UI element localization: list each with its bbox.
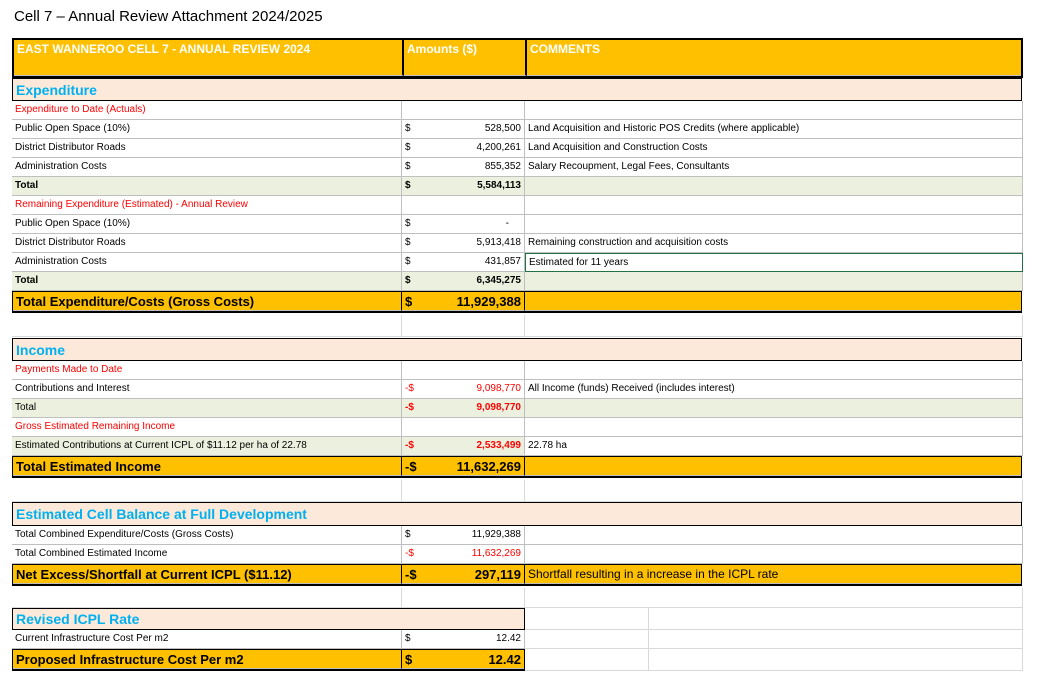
- table-row: Administration Costs $ 855,352 Salary Recoupment, Legal Fees, Consultants: [12, 158, 1023, 177]
- row-value: 5,584,113: [477, 180, 521, 191]
- review-table: [12, 38, 1022, 678]
- balance-heading: Estimated Cell Balance at Full Development: [16, 506, 307, 522]
- row-value: 2,533,499: [476, 440, 521, 451]
- table-row: Current Infrastructure Cost Per m2 $ 12.42: [12, 630, 1023, 649]
- row-comment: Land Acquisition and Historic POS Credits (where applicable): [525, 120, 1023, 139]
- row-comment: Salary Recoupment, Legal Fees, Consultants: [525, 158, 1023, 177]
- row-value: 11,929,388: [471, 529, 521, 540]
- actuals-label-row: [12, 101, 1023, 120]
- row-value: 9,098,770: [476, 402, 521, 413]
- row-comment: [525, 215, 1023, 234]
- row-label: Public Open Space (10%): [12, 215, 402, 234]
- selected-cell[interactable]: Estimated for 11 years: [525, 253, 1023, 272]
- row-label: Total: [12, 399, 402, 418]
- row-label: Total Combined Expenditure/Costs (Gross Costs): [12, 526, 402, 545]
- table-row: Public Open Space (10%) $ -: [12, 215, 1023, 234]
- icpl-heading-row: [12, 608, 525, 630]
- net-row: Net Excess/Shortfall at Current ICPL ($11.12) -$ 297,119 Shortfall resulting in a increase in the ICPL rate: [12, 564, 1022, 586]
- row-label: District Distributor Roads: [12, 139, 402, 158]
- balance-heading-row: [12, 502, 1022, 526]
- row-value: 5,913,418: [476, 237, 521, 248]
- table-row: Total Combined Estimated Income -$ 11,632,269: [12, 545, 1023, 564]
- actual-total-row: Total $ 5,584,113: [12, 177, 1023, 196]
- proposed-row: Proposed Infrastructure Cost Per m2 $ 12.42: [12, 649, 525, 671]
- payments-label-row: [12, 361, 1023, 380]
- payments-label: Payments Made to Date: [12, 361, 402, 380]
- header-row: [12, 38, 1023, 78]
- expenditure-heading-row: [12, 78, 1022, 101]
- income-heading: Income: [16, 341, 66, 358]
- table-row: Total Combined Expenditure/Costs (Gross Costs) $ 11,929,388: [12, 526, 1023, 545]
- row-value: 12.42: [495, 633, 521, 644]
- row-label: District Distributor Roads: [12, 234, 402, 253]
- expenditure-heading: Expenditure: [16, 81, 97, 98]
- table-row: District Distributor Roads $ 5,913,418 Remaining construction and acquisition costs: [12, 234, 1023, 253]
- spacer-row: [12, 315, 1023, 337]
- row-value: 12.42: [488, 651, 521, 667]
- row-label: Net Excess/Shortfall at Current ICPL ($11.12): [13, 565, 402, 584]
- row-value: 11,632,269: [456, 458, 521, 474]
- gross-label-row: [12, 418, 1023, 437]
- row-label: Total: [12, 272, 402, 291]
- row-value: 4,200,261: [476, 142, 521, 153]
- row-label: Estimated Contributions at Current ICPL of $11.12 per ha of 22.78: [12, 437, 402, 456]
- gross-label: Gross Estimated Remaining Income: [12, 418, 402, 437]
- spacer-row: [12, 588, 1023, 608]
- row-value: -: [505, 218, 509, 229]
- spacer-row: [12, 480, 1023, 502]
- table-row: Contributions and Interest -$ 9,098,770 All Income (funds) Received (includes interest): [12, 380, 1023, 399]
- remaining-total-row: Total $ 6,345,275: [12, 272, 1023, 291]
- header-comments: COMMENTS: [527, 40, 1021, 76]
- row-label: Administration Costs: [12, 253, 402, 272]
- header-title: EAST WANNEROO CELL 7 - ANNUAL REVIEW 2024: [14, 40, 404, 76]
- page-title: Cell 7 – Annual Review Attachment 2024/2025: [14, 8, 323, 25]
- row-value: 431,857: [484, 256, 521, 267]
- row-value: 297,119: [474, 566, 521, 582]
- row-label: Current Infrastructure Cost Per m2: [12, 630, 402, 649]
- table-row: District Distributor Roads $ 4,200,261 Land Acquisition and Construction Costs: [12, 139, 1023, 158]
- table-row: Administration Costs $ 431,857 Estimated for 11 years: [12, 253, 1023, 272]
- row-label: Public Open Space (10%): [12, 120, 402, 139]
- income-heading-row: [12, 338, 1022, 361]
- row-comment: Shortfall resulting in a increase in the ICPL rate: [525, 565, 1021, 584]
- expenditure-grand-total-row: Total Expenditure/Costs (Gross Costs) $ 11,929,388: [12, 291, 1022, 313]
- row-label: Proposed Infrastructure Cost Per m2: [13, 650, 402, 669]
- table-row: Public Open Space (10%) $ 528,500 Land Acquisition and Historic POS Credits (where applicable): [12, 120, 1023, 139]
- table-row: Estimated Contributions at Current ICPL of $11.12 per ha of 22.78 -$ 2,533,499 22.78 ha: [12, 437, 1023, 456]
- row-label: Administration Costs: [12, 158, 402, 177]
- row-label: Total Combined Estimated Income: [12, 545, 402, 564]
- row-comment: All Income (funds) Received (includes interest): [525, 380, 1023, 399]
- actuals-label: Expenditure to Date (Actuals): [12, 101, 402, 120]
- row-comment: Land Acquisition and Construction Costs: [525, 139, 1023, 158]
- header-amounts: Amounts ($): [404, 40, 527, 76]
- row-value: 11,632,269: [471, 548, 521, 559]
- row-value: 6,345,275: [476, 275, 521, 286]
- row-label: Total: [12, 177, 402, 196]
- row-label: Total Estimated Income: [13, 457, 402, 476]
- row-label: Contributions and Interest: [12, 380, 402, 399]
- income-total-row: Total -$ 9,098,770: [12, 399, 1023, 418]
- row-value: 11,929,388: [456, 293, 521, 309]
- row-value: 855,352: [484, 161, 521, 172]
- row-value: 528,500: [484, 123, 521, 134]
- icpl-heading: Revised ICPL Rate: [16, 611, 140, 627]
- row-comment: 22.78 ha: [525, 437, 1023, 456]
- row-value: 9,098,770: [476, 383, 521, 394]
- remaining-label-row: [12, 196, 1023, 215]
- row-label: Total Expenditure/Costs (Gross Costs): [13, 292, 402, 311]
- income-grand-total-row: Total Estimated Income -$ 11,632,269: [12, 456, 1022, 478]
- remaining-label: Remaining Expenditure (Estimated) - Annual Review: [12, 196, 402, 215]
- row-comment: Remaining construction and acquisition costs: [525, 234, 1023, 253]
